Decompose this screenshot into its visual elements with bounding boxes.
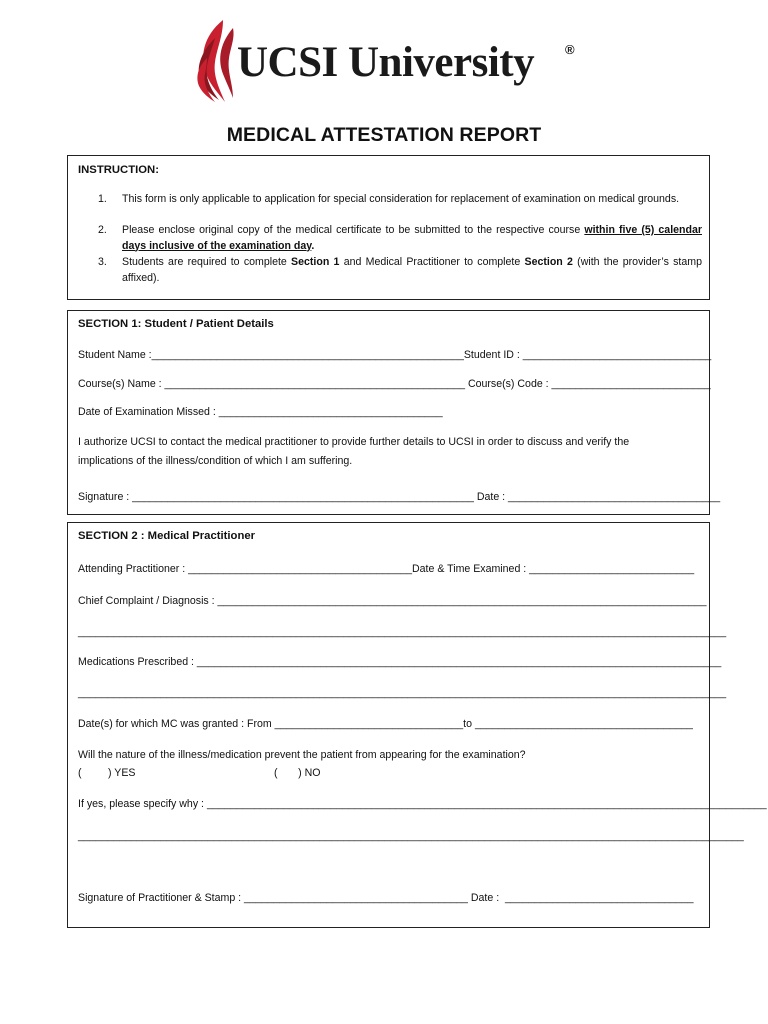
authorize-statement: implications of the illness/condition of which I am suffering. <box>78 455 353 467</box>
date-missed-field[interactable]: Date of Examination Missed : ______________________________________ <box>78 406 443 418</box>
section1-heading: SECTION 1: Student / Patient Details <box>78 318 274 330</box>
section-ref: Section 2 <box>524 256 573 268</box>
page-title: MEDICAL ATTESTATION REPORT <box>226 124 542 146</box>
section2-box <box>67 522 767 928</box>
course-name-field[interactable]: Course(s) Name : ___________________________________________________ Course(s) Code : ___________________________ <box>78 378 711 390</box>
practitioner-signature-field[interactable]: Signature of Practitioner & Stamp : ______________________________________ Date : ________________________________ <box>78 892 694 904</box>
instruction-text: Students are required to complete <box>122 256 292 268</box>
registered-mark: ® <box>565 42 575 57</box>
attending-practitioner-field[interactable]: Attending Practitioner : ______________________________________Date & Time Examined : ____________________________ <box>78 563 695 575</box>
authorize-statement: I authorize UCSI to contact the medical practitioner to provide further details to UCSI in order to discuss and verify the <box>78 436 630 448</box>
instruction-item-3 <box>122 255 702 286</box>
section1-box <box>67 310 721 515</box>
flame-icon <box>193 18 243 104</box>
exam-impact-question: Will the nature of the illness/medication prevent the patient from appearing for the examination? <box>78 749 526 761</box>
student-name-field[interactable]: Student Name :_____________________________________________________Student ID : ________________________________ <box>78 349 712 361</box>
yes-checkbox[interactable]: ( ) YES <box>78 767 136 779</box>
instruction-text: . <box>311 239 315 252</box>
instruction-item-1: This form is only applicable to application for special consideration for replacement of examination on medical grounds. <box>122 193 680 205</box>
instruction-number: 1. <box>98 193 107 205</box>
no-checkbox[interactable]: ( ) NO <box>274 767 321 779</box>
logo-text: UCSI University <box>237 39 535 86</box>
chief-complaint-field[interactable]: Chief Complaint / Diagnosis : ___________________________________________________________________________________ <box>78 595 707 607</box>
instruction-box <box>67 155 710 300</box>
chief-complaint-continuation[interactable]: ______________________________________________________________________________________________________________ <box>78 626 727 638</box>
instruction-text: and Medical Practitioner to complete <box>339 256 525 268</box>
instruction-number: 3. <box>98 256 107 268</box>
instruction-heading: INSTRUCTION: <box>78 164 159 176</box>
deadline-emphasis: within five (5) calendar days inclusive of the examination day <box>122 224 702 252</box>
medications-field[interactable]: Medications Prescribed : _________________________________________________________________________________________ <box>78 656 722 668</box>
medications-continuation[interactable]: ______________________________________________________________________________________________________________ <box>78 687 727 699</box>
reason-field[interactable]: If yes, please specify why : _______________________________________________________________________________________________ <box>78 798 767 810</box>
section2-heading: SECTION 2 : Medical Practitioner <box>78 530 256 542</box>
instruction-number: 2. <box>98 224 107 236</box>
instruction-text: (with the provider’s stamp affixed). <box>122 256 702 284</box>
ucsi-logo <box>193 18 583 104</box>
reason-continuation[interactable]: _________________________________________________________________________________________________________________ <box>78 830 744 842</box>
instruction-text: Please enclose original copy of the medical certificate to be submitted to the respective course <box>122 224 585 236</box>
section-ref: Section 1 <box>291 256 340 268</box>
student-signature-field[interactable]: Signature : __________________________________________________________ Date : ____________________________________ <box>78 491 721 503</box>
instruction-item-2 <box>122 223 702 254</box>
mc-dates-field[interactable]: Date(s) for which MC was granted : From ________________________________to _____________________________________ <box>78 718 693 730</box>
